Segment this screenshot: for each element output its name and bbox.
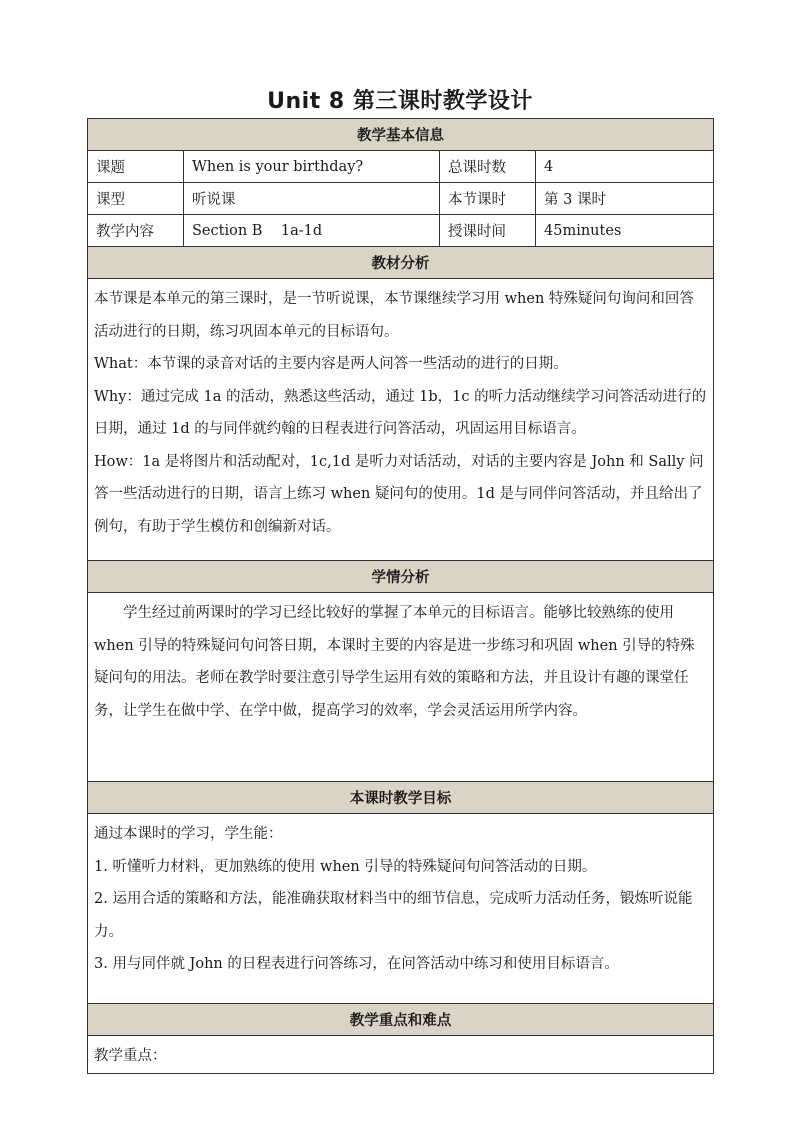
objective-item: 1. 听懂听力材料，更加熟练的使用 when 引导的特殊疑问句问答活动的日期。 <box>94 858 597 875</box>
material-paragraph: 本节课是本单元的第三课时，是一节听说课，本节课继续学习用 when 特殊疑问句询问和回答活动进行的日期，练习巩固本单元的目标语句。 <box>94 291 694 340</box>
info-row-type <box>88 183 714 215</box>
info-value: 第 3 课时 <box>536 183 714 215</box>
info-row-topic <box>88 151 714 183</box>
info-row-content <box>88 215 714 247</box>
info-label: 教学内容 <box>88 215 184 247</box>
material-analysis-header: 教材分析 <box>88 247 714 279</box>
key-points-header: 教学重点和难点 <box>88 1004 714 1036</box>
key-points-header-row <box>88 1004 714 1036</box>
objective-item: 3. 用与同伴就 John 的日程表进行问答练习，在问答活动中练习和使用目标语言。 <box>94 956 619 972</box>
info-value: When is your birthday? <box>184 151 440 183</box>
info-value: 45minutes <box>536 215 714 247</box>
material-paragraph: Why：通过完成 1a 的活动，熟悉这些活动，通过 1b，1c 的听力活动继续学习问答活动进行的日期，通过 1d 的与同伴就约翰的日程表进行问答活动，巩固运用目标语言。 <box>94 388 707 437</box>
student-analysis-header-row <box>88 561 714 593</box>
student-analysis-header: 学情分析 <box>88 561 714 593</box>
info-value: Section B 1a-1d <box>184 215 440 247</box>
student-analysis-row <box>88 593 714 782</box>
student-paragraph: 学生经过前两课时的学习已经比较好的掌握了本单元的目标语言。能够比较熟练的使用 when 引导的特殊疑问句问答日期，本课时主要的内容是进一步练习和巩固 when 引导的特殊疑问句的用法。老师在教学时要注意引导学生运用有效的策略和方法，并且设计有趣的课堂任务，让学生在做中学、在学中做，提高学习的效率，学会灵活运用所学内容。 <box>94 605 695 719</box>
objective-item: 2. 运用合适的策略和方法，能准确获取材料当中的细节信息，完成听力活动任务，锻炼听说能力。 <box>94 891 693 940</box>
basic-info-header: 教学基本信息 <box>88 119 714 151</box>
key-points-body <box>88 1036 714 1074</box>
student-analysis-body <box>88 593 714 782</box>
page-title: Unit 8 第三课时教学设计 <box>267 89 533 114</box>
key-points-line: 教学重点： <box>94 1048 167 1064</box>
material-paragraph: How：1a 是将图片和活动配对，1c,1d 是听力对话活动，对话的主要内容是 John 和 Sally 问答一些活动进行的日期，语言上练习 when 疑问句的使用。1d 是与同伴问答活动，并且给出了例句，有助于学生模仿和创编新对话。 <box>94 453 704 535</box>
material-analysis-header-row <box>88 247 714 279</box>
key-points-row <box>88 1036 714 1074</box>
material-analysis-row <box>88 279 714 561</box>
info-label: 授课时间 <box>440 215 536 247</box>
material-paragraph: What：本节课的录音对话的主要内容是两人问答一些活动的进行的日期。 <box>94 356 568 372</box>
info-value: 4 <box>536 151 714 183</box>
info-label: 本节课时 <box>440 183 536 215</box>
objectives-header-row <box>88 782 714 814</box>
info-label: 课题 <box>88 151 184 183</box>
objectives-intro: 通过本课时的学习，学生能： <box>94 826 283 842</box>
objectives-row <box>88 814 714 1004</box>
basic-info-header-row <box>88 119 714 151</box>
lesson-plan-table <box>87 118 714 1074</box>
info-label: 课型 <box>88 183 184 215</box>
material-analysis-body <box>88 279 714 561</box>
info-value: 听说课 <box>184 183 440 215</box>
objectives-header: 本课时教学目标 <box>88 782 714 814</box>
objectives-body <box>88 814 714 1004</box>
info-label: 总课时数 <box>440 151 536 183</box>
